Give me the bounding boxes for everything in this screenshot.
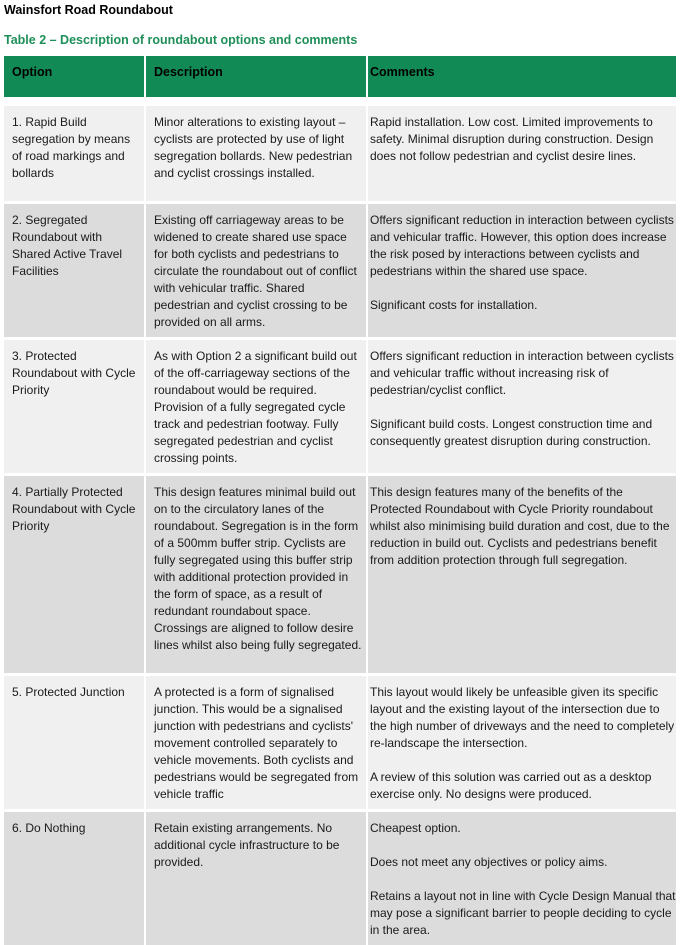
comment-paragraph: This design features many of the benefits of the Protected Roundabout with Cycle Priority roundabout whilst also minimising build duration and cost, due to the reduction in build out. Cyclists and pedestrians benefit from addition protection through full segregation.: [370, 484, 676, 569]
description-cell: Retain existing arrangements. No additional cycle infrastructure to be provided.: [145, 811, 367, 945]
options-table: [4, 56, 676, 945]
description-cell: This design features minimal build out on to the circulatory lanes of the roundabout. Segregation is in the form of a 500mm buffer strip. Cyclists are fully segregated using this buffer strip with additional protection provided in the form of space, as a result of redundant roundabout space. Crossings are aligned to follow desire lines whilst also being fully segregated.: [145, 475, 367, 675]
comment-paragraph: Rapid installation. Low cost. Limited improvements to safety. Minimal disruption during construction. Design does not follow pedestrian and cyclist desire lines.: [370, 114, 676, 165]
header-description: Description: [145, 56, 367, 97]
document-title: Wainsfort Road Roundabout: [4, 3, 173, 17]
table-row: [4, 675, 676, 811]
table-header-row: [4, 56, 676, 97]
option-cell: 6. Do Nothing: [4, 811, 145, 945]
table-row: [4, 475, 676, 675]
comment-paragraph: This layout would likely be unfeasible given its specific layout and the existing layout of the intersection due to the high number of driveways and the need to completely re-landscape the intersection.: [370, 684, 676, 752]
table-row: [4, 339, 676, 475]
comments-cell: [367, 203, 676, 339]
comment-paragraph: A review of this solution was carried out as a desktop exercise only. No designs were produced.: [370, 769, 676, 803]
description-cell: As with Option 2 a significant build out of the off-carriageway sections of the roundabout would be required. Provision of a fully segregated cycle track and pedestrian footway. Fully segregated pedestrian and cyclist crossing points.: [145, 339, 367, 475]
table-row: [4, 811, 676, 945]
description-cell: Existing off carriageway areas to be widened to create shared use space for both cyclists and pedestrians to circulate the roundabout out of conflict with vehicular traffic. Shared pedestrian and cyclist crossing to be provided on all arms.: [145, 203, 367, 339]
table-row: [4, 203, 676, 339]
comment-paragraph: Offers significant reduction in interaction between cyclists and vehicular traffic without increasing risk of pedestrian/cyclist conflict.: [370, 348, 676, 399]
header-option: Option: [4, 56, 145, 97]
comments-cell: [367, 811, 676, 945]
comment-paragraph: Offers significant reduction in interaction between cyclists and vehicular traffic. However, this option does increase the risk posed by interactions between cyclists and pedestrians within the shared use space.: [370, 212, 676, 280]
comments-cell: [367, 475, 676, 675]
option-cell: 4. Partially Protected Roundabout with Cycle Priority: [4, 475, 145, 675]
description-cell: Minor alterations to existing layout – cyclists are protected by use of light segregation bollards. New pedestrian and cyclist crossings installed.: [145, 105, 367, 203]
comment-paragraph: Retains a layout not in line with Cycle Design Manual that may pose a significant barrier to people deciding to cycle in the area.: [370, 888, 676, 939]
comment-paragraph: Cheapest option.: [370, 820, 676, 837]
comments-cell: [367, 675, 676, 811]
header-comments: Comments: [367, 56, 676, 97]
option-cell: 5. Protected Junction: [4, 675, 145, 811]
comment-paragraph: Significant build costs. Longest construction time and consequently greatest disruption during construction.: [370, 416, 676, 450]
table-row: [4, 105, 676, 203]
table-caption: Table 2 – Description of roundabout options and comments: [4, 33, 357, 47]
comment-paragraph: Significant costs for installation.: [370, 297, 676, 314]
comments-cell: [367, 105, 676, 203]
option-cell: 2. Segregated Roundabout with Shared Active Travel Facilities: [4, 203, 145, 339]
option-cell: 3. Protected Roundabout with Cycle Priority: [4, 339, 145, 475]
description-cell: A protected is a form of signalised junction. This would be a signalised junction with pedestrians and cyclists' movement controlled separately to vehicle movements. Both cyclists and pedestrians would be segregated from vehicle traffic: [145, 675, 367, 811]
comment-paragraph: Does not meet any objectives or policy aims.: [370, 854, 676, 871]
option-cell: 1. Rapid Build segregation by means of road markings and bollards: [4, 105, 145, 203]
comments-cell: [367, 339, 676, 475]
